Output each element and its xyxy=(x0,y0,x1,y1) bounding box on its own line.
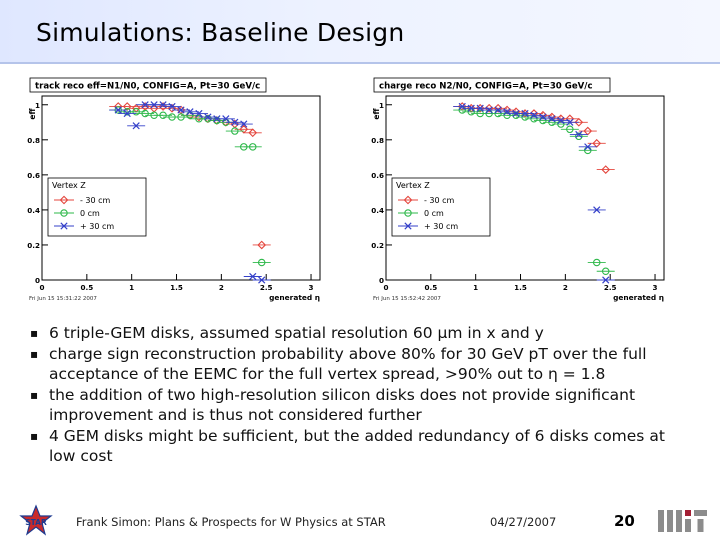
legend-label: 0 cm xyxy=(80,209,100,218)
footer-author: Frank Simon: Plans & Prospects for W Physics at STAR xyxy=(76,515,386,529)
x-tick-label: 3 xyxy=(652,283,658,292)
x-tick-label: 1.5 xyxy=(514,283,527,292)
plot-header: charge reco N2/N0, CONFIG=A, Pt=30 GeV/c xyxy=(379,81,593,92)
x-tick-label: 2.5 xyxy=(259,283,273,292)
y-tick-label: 0.4 xyxy=(371,205,384,215)
bullet-marker: ▪ xyxy=(30,326,39,340)
y-tick-label: 0.2 xyxy=(27,240,40,250)
x-tick-label: 1 xyxy=(129,283,135,292)
page-number: 20 xyxy=(614,512,635,530)
x-tick-label: 2 xyxy=(218,283,224,292)
bullet-list xyxy=(30,323,694,467)
x-tick-label: 0.5 xyxy=(424,283,438,292)
mit-logo xyxy=(658,508,708,534)
legend-label: - 30 cm xyxy=(80,196,111,205)
star-logo xyxy=(14,504,58,538)
bullet-text: charge sign reconstruction probability above 80% for 30 GeV pT over the full acceptance of the EEMC for the full vertex spread, >90% out to η = 1.8 xyxy=(49,344,647,383)
x-tick-label: 0 xyxy=(39,283,45,292)
x-tick-label: 3 xyxy=(308,283,314,292)
x-tick-label: 2.5 xyxy=(603,283,617,292)
y-tick-label: 0 xyxy=(34,276,40,285)
bullet-item xyxy=(30,385,694,426)
bullet-item xyxy=(30,344,694,385)
y-tick-label: 1 xyxy=(34,100,40,110)
legend-label: + 30 cm xyxy=(80,222,115,231)
y-tick-label: 0.6 xyxy=(371,170,384,180)
legend-label: + 30 cm xyxy=(424,222,459,231)
bullet-text: 6 triple-GEM disks, assumed spatial resolution 60 µm in x and y xyxy=(49,324,544,342)
plot-charge-reco-efficiency xyxy=(370,72,676,304)
bullet-item xyxy=(30,426,694,467)
x-axis-label: generated η xyxy=(269,293,320,302)
bullet-item xyxy=(30,323,694,344)
x-tick-label: 1.5 xyxy=(170,283,183,292)
plot-track-reco-efficiency xyxy=(26,72,332,304)
x-axis-label: generated η xyxy=(613,293,664,302)
bullet-marker: ▪ xyxy=(30,346,39,361)
footer-date: 04/27/2007 xyxy=(490,515,557,529)
x-tick-label: 0 xyxy=(383,283,389,292)
footer xyxy=(0,500,720,540)
x-tick-label: 1 xyxy=(473,283,479,292)
y-tick-label: 0.8 xyxy=(371,135,384,145)
legend-title: Vertex Z xyxy=(396,181,430,190)
y-tick-label: 0.8 xyxy=(27,135,40,145)
plot-canvas xyxy=(370,72,676,304)
plot-header: track reco eff=N1/N0, CONFIG=A, Pt=30 GeV/c xyxy=(35,81,261,92)
plot-timestamp: Fri Jun 15 15:31:22 2007 xyxy=(29,296,97,302)
y-tick-label: 0.4 xyxy=(27,205,40,215)
plot-timestamp: Fri Jun 15 15:52:42 2007 xyxy=(373,296,441,302)
y-tick-label: 0.2 xyxy=(371,240,384,250)
legend-label: 0 cm xyxy=(424,209,444,218)
y-axis-label: eff xyxy=(28,108,37,120)
bullet-marker: ▪ xyxy=(30,387,39,402)
bullet-text: the addition of two high-resolution silicon disks does not provide significant improvement and is thus not considered further xyxy=(49,385,636,424)
bullet-text: 4 GEM disks might be sufficient, but the added redundancy of 6 disks comes at low cost xyxy=(49,426,665,465)
y-tick-label: 1 xyxy=(378,100,384,110)
slide-title: Simulations: Baseline Design xyxy=(36,18,405,47)
plot-canvas xyxy=(26,72,332,304)
y-tick-label: 0 xyxy=(378,276,384,285)
svg-text:STAR: STAR xyxy=(25,518,47,527)
y-axis-label: eff xyxy=(372,108,381,120)
x-tick-label: 2 xyxy=(562,283,568,292)
x-tick-label: 0.5 xyxy=(80,283,94,292)
y-tick-label: 0.6 xyxy=(27,170,40,180)
bullet-marker: ▪ xyxy=(30,428,39,443)
legend-label: - 30 cm xyxy=(424,196,455,205)
legend-title: Vertex Z xyxy=(52,181,86,190)
